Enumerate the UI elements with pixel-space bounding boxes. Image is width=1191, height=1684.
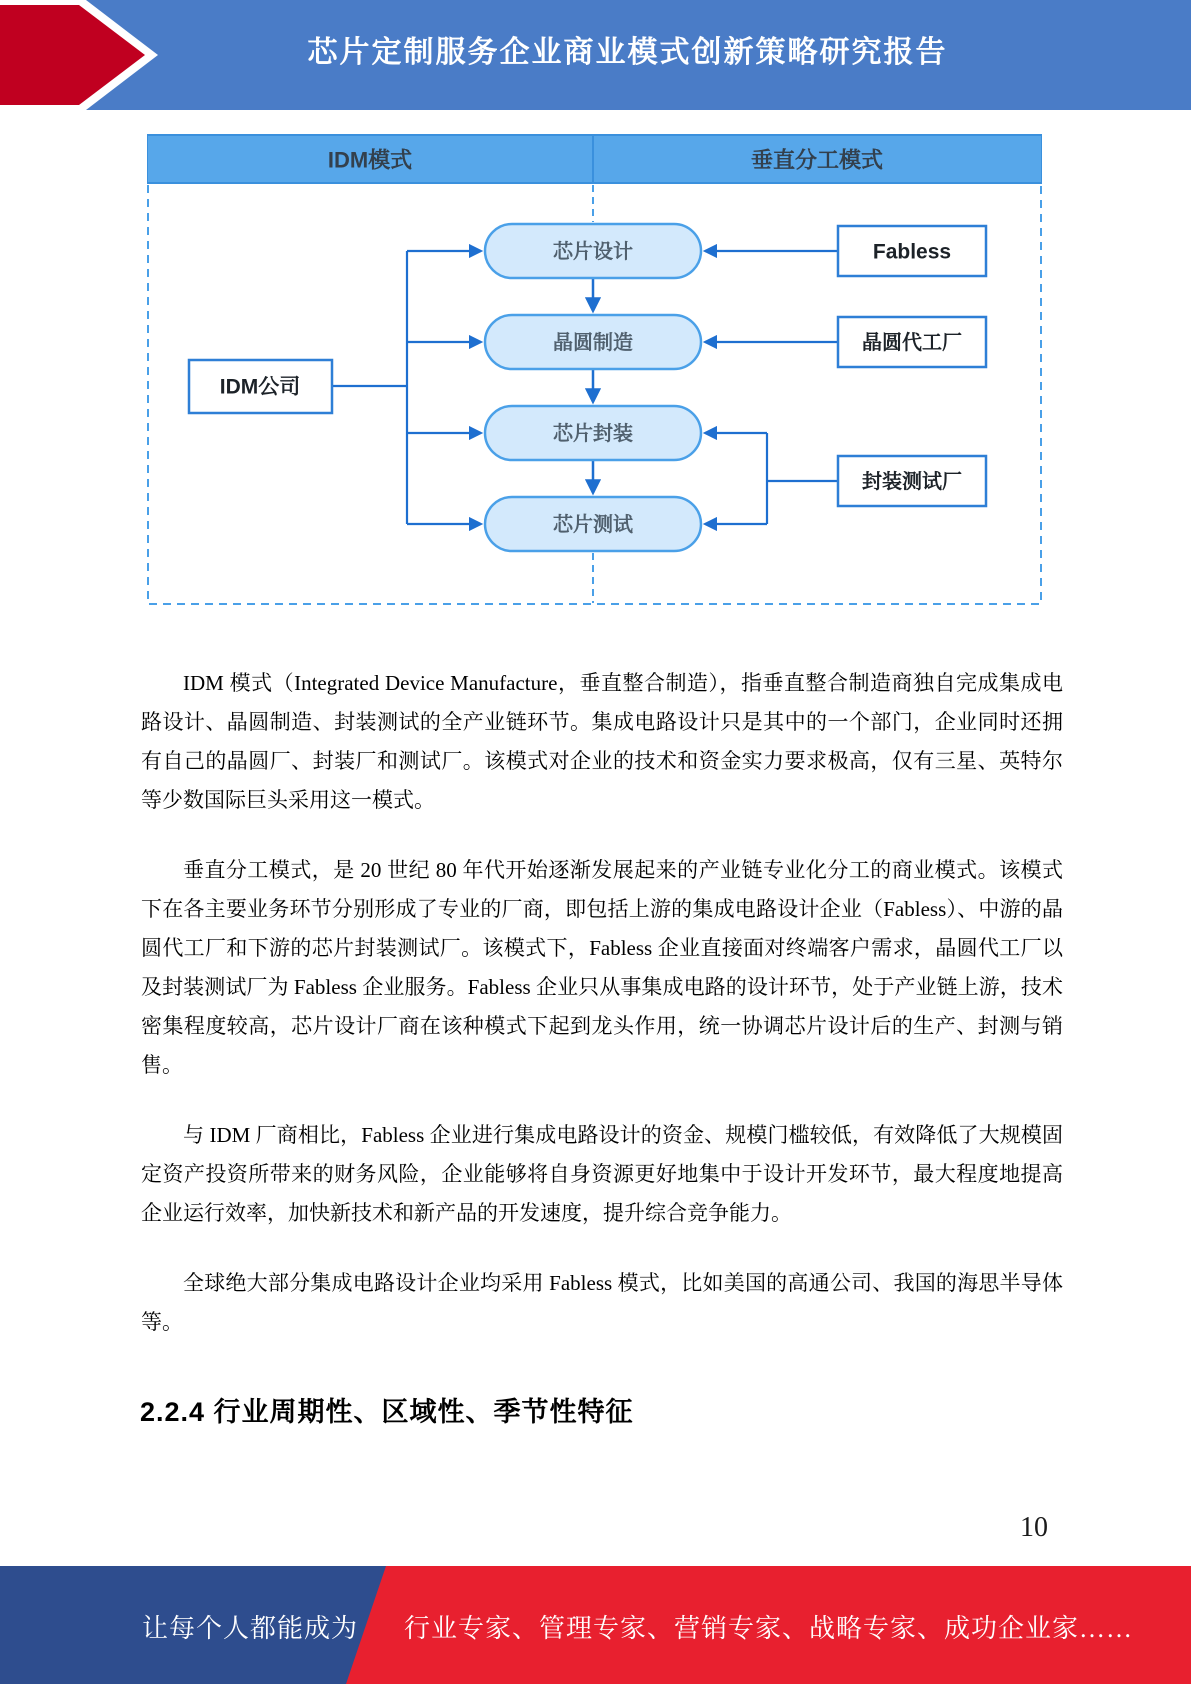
idm-company-label: IDM公司 <box>219 375 301 399</box>
diagram-header-band <box>147 135 1042 183</box>
footer-slogan-right: 行业专家、管理专家、营销专家、战略专家、成功企业家…… <box>404 1614 1134 1643</box>
page-number: 10 <box>1020 1512 1048 1543</box>
process-node-label: 晶圆制造 <box>553 332 633 354</box>
idm-vs-vertical-division-diagram <box>147 133 1042 605</box>
process-node-label: 芯片设计 <box>553 241 633 263</box>
foundry-label: 晶圆代工厂 <box>862 332 962 354</box>
diagram-column-title-idm: IDM模式 <box>327 147 413 173</box>
section-heading-224: 2.2.4 行业周期性、区域性、季节性特征 <box>140 1397 634 1427</box>
footer-slogan-left: 让每个人都能成为 <box>142 1614 359 1643</box>
report-title: 芯片定制服务企业商业模式创新策略研究报告 <box>307 36 948 69</box>
osat-label: 封装测试厂 <box>862 471 962 493</box>
fabless-label: Fabless <box>872 240 952 264</box>
body-text <box>141 664 1063 1373</box>
process-node-label: 芯片封装 <box>553 423 633 445</box>
paragraph-vertical-division: 垂直分工模式，是 20 世纪 80 年代开始逐渐发展起来的产业链专业化分工的商业模式。该模式下在各主要业务环节分别形成了专业的厂商，即包括上游的集成电路设计企业（Fabless）、中游的晶圆代工厂和下游的芯片封装测试厂。该模式下，Fabless 企业直接面对终端客户需求，晶圆代工厂以及封装测试厂为 Fabless 企业服务。Fabless 企业只从事集成电路的设计环节，处于产业链上游，技术密集程度较高，芯片设计厂商在该种模式下起到龙头作用，统一协调芯片设计后的生产、封测与销售。 <box>141 858 1063 1077</box>
page-header-band <box>0 0 1191 110</box>
page-footer-band <box>0 1566 1191 1684</box>
paragraph-idm-mode: IDM 模式（Integrated Device Manufacture，垂直整合制造），指垂直整合制造商独自完成集成电路设计、晶圆制造、封装测试的全产业链环节。集成电路设计只是其中的一个部门，企业同时还拥有自己的晶圆厂、封装厂和测试厂。该模式对企业的技术和资金实力要求极高，仅有三星、英特尔等少数国际巨头采用这一模式。 <box>141 671 1063 812</box>
diagram-column-title-vertical: 垂直分工模式 <box>750 147 884 173</box>
process-node-label: 芯片测试 <box>553 514 633 536</box>
paragraph-fabless-advantages: 与 IDM 厂商相比，Fabless 企业进行集成电路设计的资金、规模门槛较低，有效降低了大规模固定资产投资所带来的财务风险，企业能够将自身资源更好地集中于设计开发环节，最大程度地提高企业运行效率，加快新技术和新产品的开发速度，提升综合竞争能力。 <box>141 1123 1063 1225</box>
paragraph-fabless-examples: 全球绝大部分集成电路设计企业均采用 Fabless 模式，比如美国的高通公司、我国的海思半导体等。 <box>141 1271 1063 1334</box>
